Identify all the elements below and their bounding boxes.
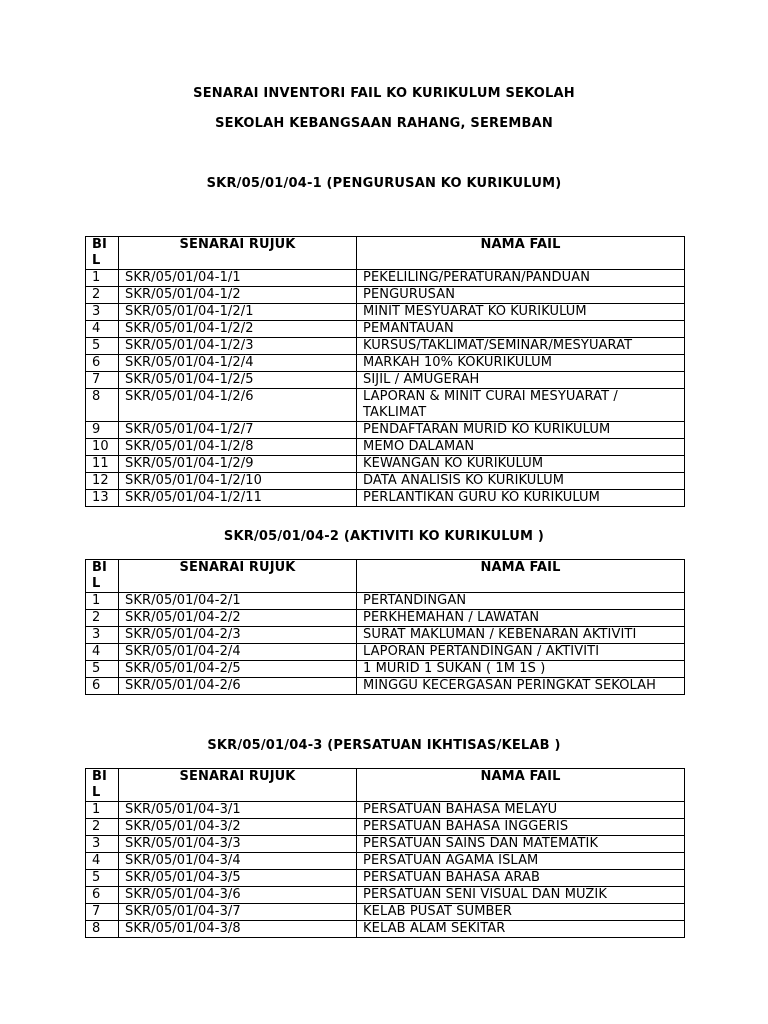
cell-nama-fail: PERTANDINGAN — [357, 593, 685, 610]
cell-senarai-rujuk: SKR/05/01/04-1/2/4 — [119, 355, 357, 372]
section-heading: SKR/05/01/04-1 (PENGURUSAN KO KURIKULUM) — [206, 176, 562, 191]
cell-nama-fail: PEKELILING/PERATURAN/PANDUAN — [357, 270, 685, 287]
cell-senarai-rujuk: SKR/05/01/04-1/2/5 — [119, 372, 357, 389]
cell-bil: 2 — [86, 610, 119, 627]
cell-nama-fail: PEMANTAUAN — [357, 321, 685, 338]
cell-senarai-rujuk: SKR/05/01/04-2/1 — [119, 593, 357, 610]
cell-bil: 4 — [86, 321, 119, 338]
cell-bil: 3 — [86, 627, 119, 644]
cell-bil: 3 — [86, 836, 119, 853]
cell-senarai-rujuk: SKR/05/01/04-3/7 — [119, 904, 357, 921]
cell-nama-fail: SURAT MAKLUMAN / KEBENARAN AKTIVITI — [357, 627, 685, 644]
cell-bil: 5 — [86, 661, 119, 678]
cell-bil: 6 — [86, 355, 119, 372]
cell-nama-fail: KELAB PUSAT SUMBER — [357, 904, 685, 921]
cell-bil: 6 — [86, 678, 119, 695]
cell-senarai-rujuk: SKR/05/01/04-2/5 — [119, 661, 357, 678]
cell-nama-fail: PERSATUAN SENI VISUAL DAN MUZIK — [357, 887, 685, 904]
cell-bil: 1 — [86, 593, 119, 610]
cell-senarai-rujuk: SKR/05/01/04-1/2/7 — [119, 422, 357, 439]
cell-senarai-rujuk: SKR/05/01/04-2/3 — [119, 627, 357, 644]
cell-bil: 7 — [86, 904, 119, 921]
table-row — [86, 853, 685, 870]
table-row — [86, 287, 685, 304]
table-row — [86, 644, 685, 661]
cell-bil: 3 — [86, 304, 119, 321]
cell-senarai-rujuk: SKR/05/01/04-2/6 — [119, 678, 357, 695]
cell-bil: 12 — [86, 473, 119, 490]
table-row — [86, 270, 685, 287]
file-inventory-table — [85, 559, 685, 695]
cell-senarai-rujuk: SKR/05/01/04-3/3 — [119, 836, 357, 853]
cell-nama-fail: KELAB ALAM SEKITAR — [357, 921, 685, 938]
table-row — [86, 836, 685, 853]
cell-bil: 11 — [86, 456, 119, 473]
cell-senarai-rujuk: SKR/05/01/04-3/4 — [119, 853, 357, 870]
cell-bil: 7 — [86, 372, 119, 389]
cell-bil: 8 — [86, 389, 119, 422]
cell-nama-fail: PERSATUAN BAHASA INGGERIS — [357, 819, 685, 836]
cell-bil: 4 — [86, 644, 119, 661]
table-row — [86, 321, 685, 338]
column-header-bil: BI L — [86, 237, 119, 270]
table-row — [86, 802, 685, 819]
table-row — [86, 456, 685, 473]
table-row — [86, 819, 685, 836]
file-inventory-table — [85, 236, 685, 507]
cell-nama-fail: MINIT MESYUARAT KO KURIKULUM — [357, 304, 685, 321]
cell-senarai-rujuk: SKR/05/01/04-1/2/9 — [119, 456, 357, 473]
cell-bil: 8 — [86, 921, 119, 938]
cell-senarai-rujuk: SKR/05/01/04-1/2/10 — [119, 473, 357, 490]
cell-nama-fail: 1 MURID 1 SUKAN ( 1M 1S ) — [357, 661, 685, 678]
cell-senarai-rujuk: SKR/05/01/04-3/1 — [119, 802, 357, 819]
table-header-row — [86, 560, 685, 593]
cell-bil: 5 — [86, 338, 119, 355]
cell-nama-fail: LAPORAN & MINIT CURAI MESYUARAT / TAKLIMAT — [357, 389, 685, 422]
cell-nama-fail: PERKHEMAHAN / LAWATAN — [357, 610, 685, 627]
table-row — [86, 870, 685, 887]
table-row — [86, 921, 685, 938]
table-row — [86, 473, 685, 490]
cell-senarai-rujuk: SKR/05/01/04-1/2/3 — [119, 338, 357, 355]
cell-nama-fail: SIJIL / AMUGERAH — [357, 372, 685, 389]
cell-senarai-rujuk: SKR/05/01/04-3/2 — [119, 819, 357, 836]
table-row — [86, 304, 685, 321]
section-heading: SKR/05/01/04-3 (PERSATUAN IKHTISAS/KELAB ) — [207, 738, 561, 753]
cell-senarai-rujuk: SKR/05/01/04-1/2/6 — [119, 389, 357, 422]
cell-senarai-rujuk: SKR/05/01/04-1/2 — [119, 287, 357, 304]
column-header-senarai-rujuk: SENARAI RUJUK — [119, 769, 357, 802]
table-row — [86, 372, 685, 389]
cell-senarai-rujuk: SKR/05/01/04-3/6 — [119, 887, 357, 904]
cell-senarai-rujuk: SKR/05/01/04-1/2/11 — [119, 490, 357, 507]
file-inventory-table — [85, 768, 685, 938]
column-header-nama-fail: NAMA FAIL — [357, 237, 685, 270]
school-name: SEKOLAH KEBANGSAAN RAHANG, SEREMBAN — [215, 116, 553, 131]
column-header-nama-fail: NAMA FAIL — [357, 769, 685, 802]
cell-senarai-rujuk: SKR/05/01/04-1/2/2 — [119, 321, 357, 338]
table-row — [86, 887, 685, 904]
cell-senarai-rujuk: SKR/05/01/04-1/2/8 — [119, 439, 357, 456]
cell-senarai-rujuk: SKR/05/01/04-2/2 — [119, 610, 357, 627]
cell-senarai-rujuk: SKR/05/01/04-1/2/1 — [119, 304, 357, 321]
cell-nama-fail: PENDAFTARAN MURID KO KURIKULUM — [357, 422, 685, 439]
table-row — [86, 490, 685, 507]
table-row — [86, 355, 685, 372]
table-row — [86, 593, 685, 610]
cell-nama-fail: KURSUS/TAKLIMAT/SEMINAR/MESYUARAT — [357, 338, 685, 355]
cell-bil: 13 — [86, 490, 119, 507]
table-header-row — [86, 237, 685, 270]
cell-nama-fail: MARKAH 10% KOKURIKULUM — [357, 355, 685, 372]
cell-nama-fail: MEMO DALAMAN — [357, 439, 685, 456]
table-row — [86, 904, 685, 921]
cell-senarai-rujuk: SKR/05/01/04-3/5 — [119, 870, 357, 887]
cell-nama-fail: PENGURUSAN — [357, 287, 685, 304]
cell-nama-fail: PERSATUAN AGAMA ISLAM — [357, 853, 685, 870]
cell-nama-fail: PERLANTIKAN GURU KO KURIKULUM — [357, 490, 685, 507]
table-row — [86, 389, 685, 422]
column-header-senarai-rujuk: SENARAI RUJUK — [119, 237, 357, 270]
table-row — [86, 338, 685, 355]
cell-bil: 6 — [86, 887, 119, 904]
cell-bil: 1 — [86, 270, 119, 287]
table-row — [86, 661, 685, 678]
cell-nama-fail: LAPORAN PERTANDINGAN / AKTIVITI — [357, 644, 685, 661]
cell-bil: 4 — [86, 853, 119, 870]
cell-senarai-rujuk: SKR/05/01/04-1/1 — [119, 270, 357, 287]
cell-nama-fail: MINGGU KECERGASAN PERINGKAT SEKOLAH — [357, 678, 685, 695]
column-header-senarai-rujuk: SENARAI RUJUK — [119, 560, 357, 593]
cell-bil: 10 — [86, 439, 119, 456]
table-row — [86, 678, 685, 695]
cell-nama-fail: DATA ANALISIS KO KURIKULUM — [357, 473, 685, 490]
cell-nama-fail: PERSATUAN BAHASA ARAB — [357, 870, 685, 887]
cell-senarai-rujuk: SKR/05/01/04-2/4 — [119, 644, 357, 661]
column-header-bil: BI L — [86, 769, 119, 802]
cell-bil: 2 — [86, 819, 119, 836]
document-title: SENARAI INVENTORI FAIL KO KURIKULUM SEKOLAH — [193, 86, 575, 101]
cell-bil: 5 — [86, 870, 119, 887]
cell-nama-fail: PERSATUAN SAINS DAN MATEMATIK — [357, 836, 685, 853]
cell-nama-fail: PERSATUAN BAHASA MELAYU — [357, 802, 685, 819]
cell-senarai-rujuk: SKR/05/01/04-3/8 — [119, 921, 357, 938]
table-row — [86, 439, 685, 456]
table-row — [86, 610, 685, 627]
cell-nama-fail: KEWANGAN KO KURIKULUM — [357, 456, 685, 473]
table-header-row — [86, 769, 685, 802]
table-row — [86, 422, 685, 439]
column-header-nama-fail: NAMA FAIL — [357, 560, 685, 593]
column-header-bil: BI L — [86, 560, 119, 593]
cell-bil: 2 — [86, 287, 119, 304]
cell-bil: 1 — [86, 802, 119, 819]
table-row — [86, 627, 685, 644]
cell-bil: 9 — [86, 422, 119, 439]
section-heading: SKR/05/01/04-2 (AKTIVITI KO KURIKULUM ) — [223, 529, 545, 544]
